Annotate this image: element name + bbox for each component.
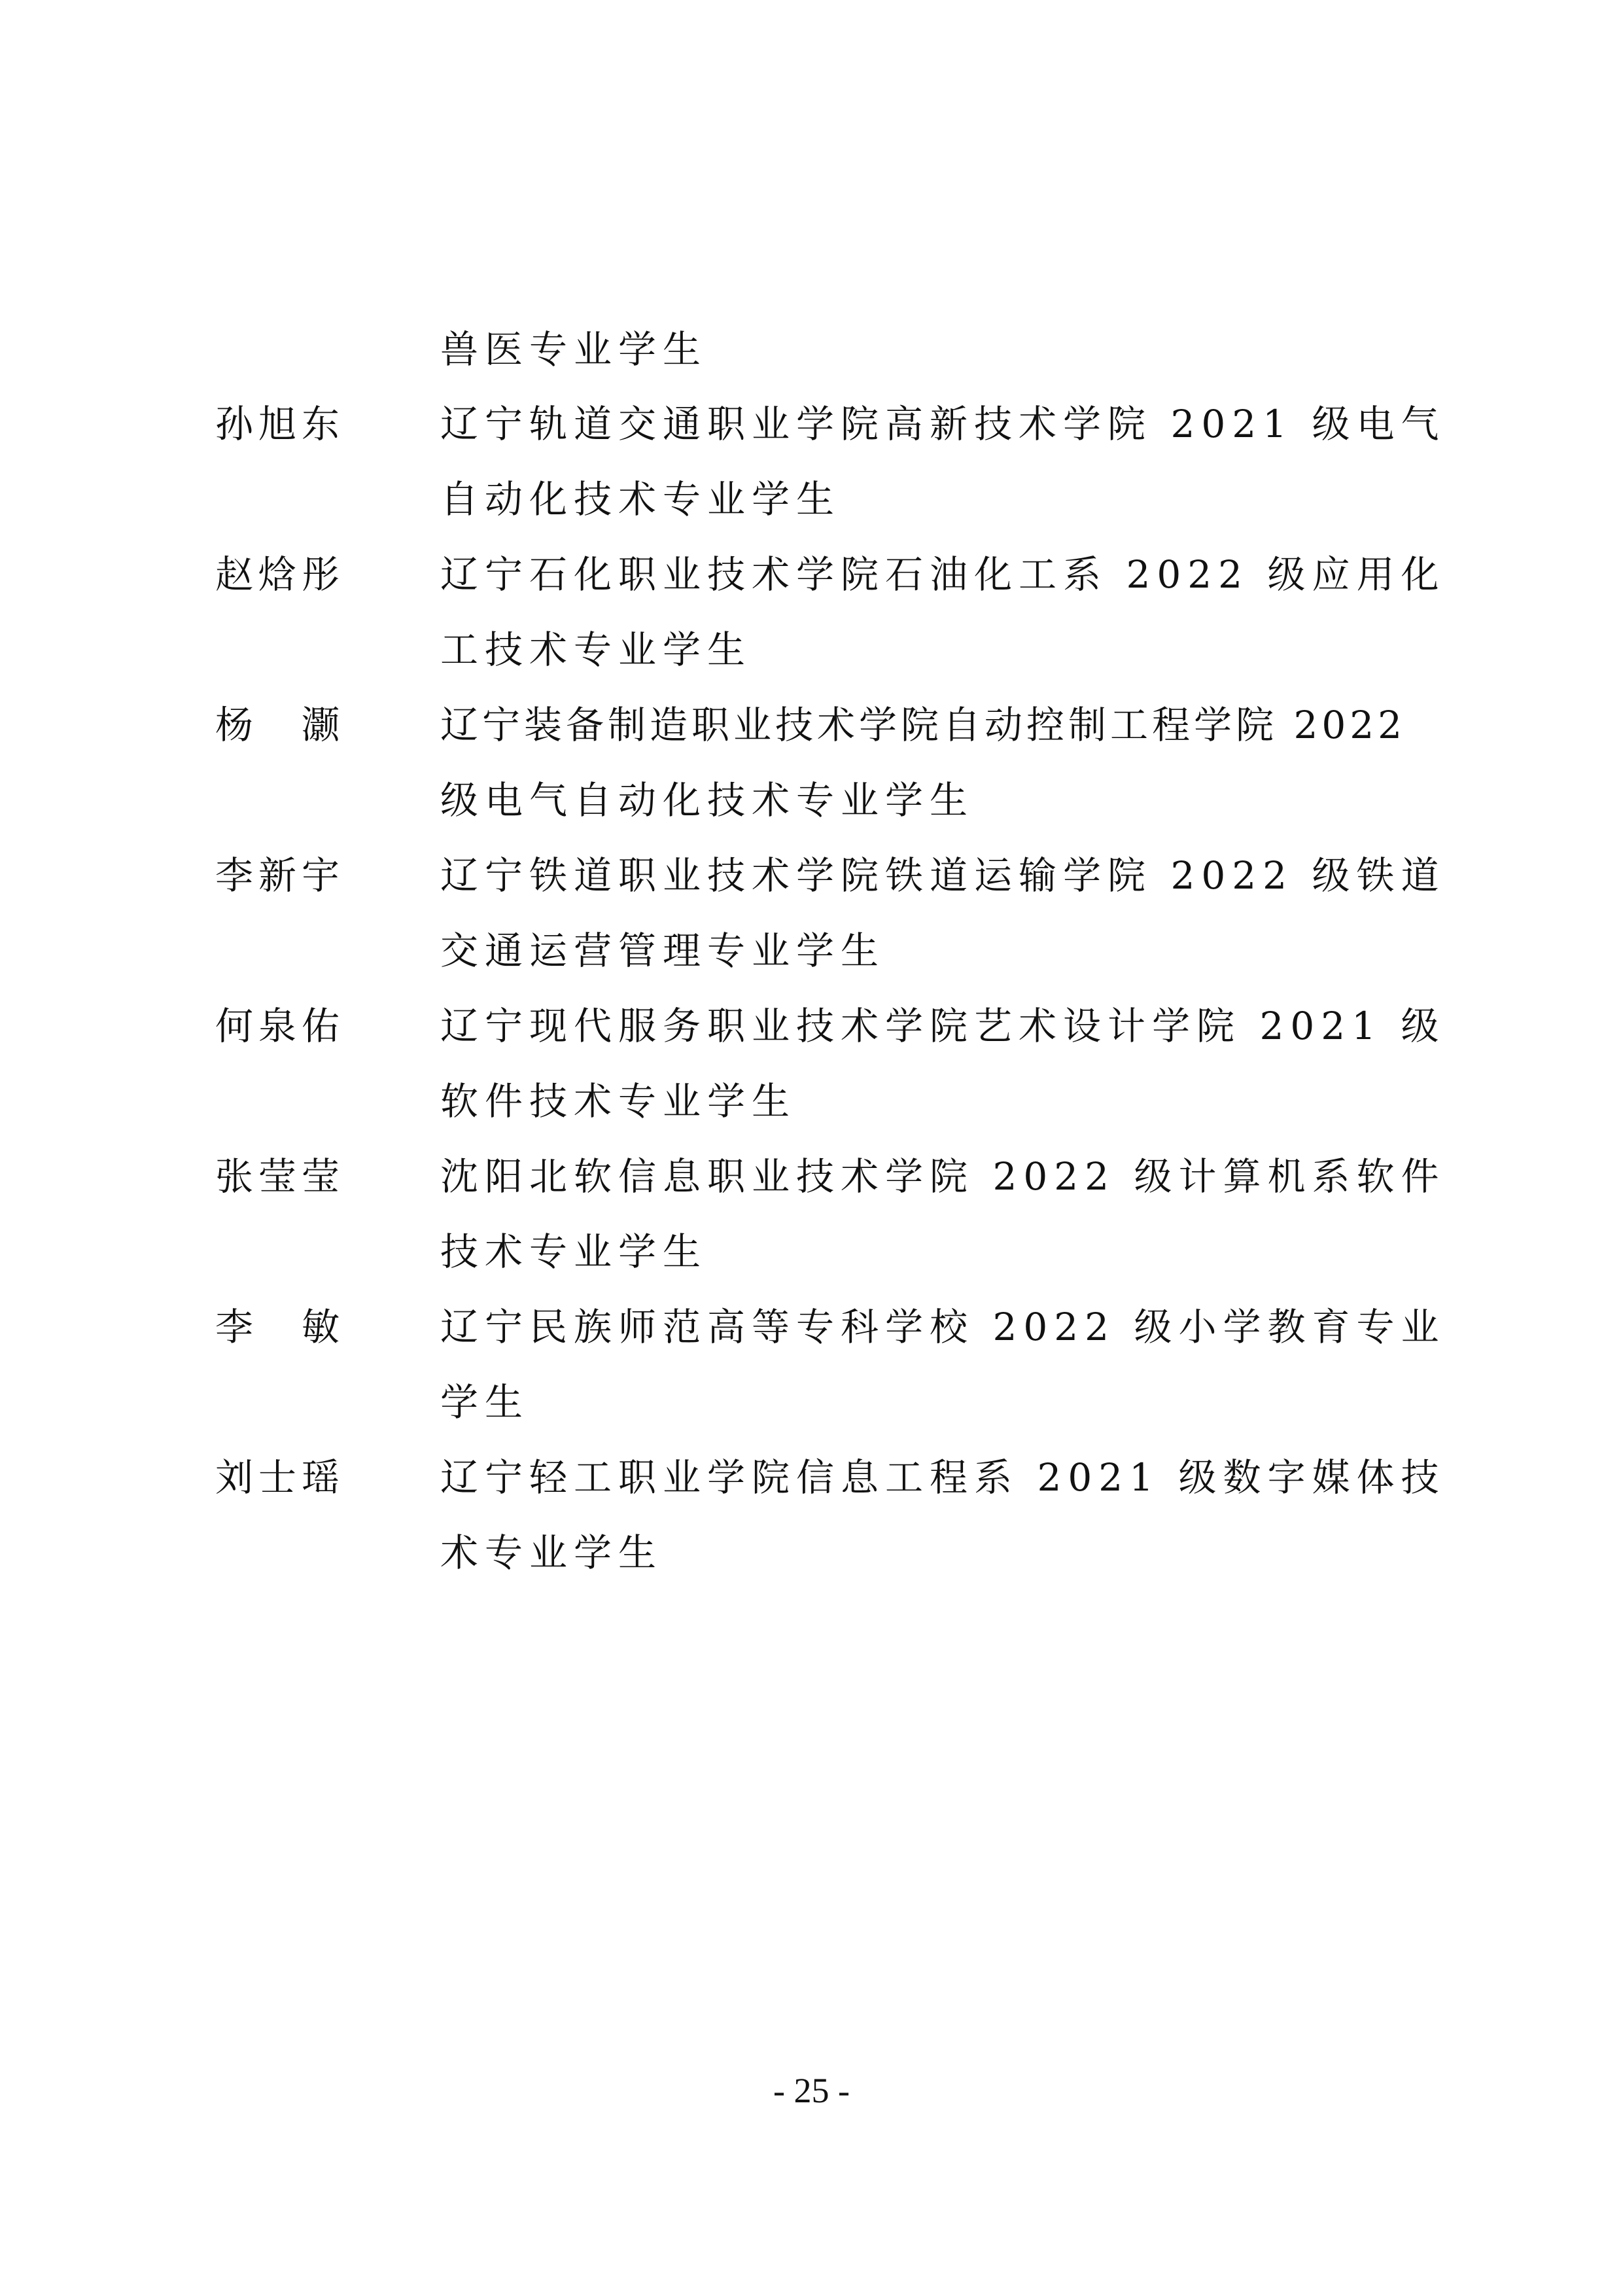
entry-4-line-1: 辽宁铁道职业技术学院铁道运输学院 2022 级铁道 (440, 853, 1446, 898)
entry-8-name-char-3: 瑶 (301, 1455, 340, 1500)
entry-3-line-2: 级电气自动化技术专业学生 (440, 778, 975, 822)
entry-7-line-1: 辽宁民族师范高等专科学校 2022 级小学教育专业 (440, 1305, 1446, 1349)
entry-2-line-2: 工技术专业学生 (440, 627, 752, 672)
entry-7-name-char-1: 李 (215, 1305, 253, 1349)
entry-4-name-char-3: 宇 (301, 853, 340, 898)
entry-8-name-char-1: 刘 (215, 1455, 253, 1500)
entry-2-name-char-2: 焓 (258, 552, 296, 597)
entry-6-name-char-2: 莹 (258, 1154, 296, 1199)
entry-5-name (213, 1000, 342, 1052)
entry-7-name-char-2: 敏 (301, 1305, 340, 1349)
entry-0-line-1: 兽医专业学生 (440, 327, 708, 372)
entry-4-name (213, 849, 342, 902)
entry-5-name-char-3: 佑 (301, 1004, 340, 1048)
entry-5-line-2: 软件技术专业学生 (440, 1079, 797, 1123)
entry-6-name-char-1: 张 (215, 1154, 253, 1199)
entry-8-name (213, 1451, 342, 1504)
entry-1-name-char-2: 旭 (258, 402, 296, 446)
entry-4-name-char-2: 新 (258, 853, 296, 898)
entry-5-line-1: 辽宁现代服务职业技术学院艺术设计学院 2021 级 (440, 1004, 1446, 1048)
entry-2-name-char-3: 彤 (301, 552, 340, 597)
entry-2-line-1: 辽宁石化职业技术学院石油化工系 2022 级应用化 (440, 552, 1446, 597)
entry-7-name (213, 1301, 342, 1353)
entry-6-line-2: 技术专业学生 (440, 1229, 708, 1274)
entry-4-line-2: 交通运营管理专业学生 (440, 928, 886, 973)
entry-2-name-char-1: 赵 (215, 552, 253, 597)
entry-5-name-char-1: 何 (215, 1004, 253, 1048)
entry-3-name (213, 699, 342, 751)
entry-8-line-1: 辽宁轻工职业学院信息工程系 2021 级数字媒体技 (440, 1455, 1446, 1500)
entry-6-line-1: 沈阳北软信息职业技术学院 2022 级计算机系软件 (440, 1154, 1446, 1199)
entry-1-name-char-1: 孙 (215, 402, 253, 446)
entry-1-line-1: 辽宁轨道交通职业学院高新技术学院 2021 级电气 (440, 402, 1446, 446)
entry-1-name-char-3: 东 (301, 402, 340, 446)
entry-6-name (213, 1150, 342, 1203)
entry-1-name (213, 398, 342, 450)
entry-3-line-1: 辽宁装备制造职业技术学院自动控制工程学院 2022 (440, 703, 1406, 747)
page-number: - 25 - (773, 2071, 850, 2110)
entry-3-name-char-1: 杨 (215, 703, 253, 747)
entry-6-name-char-3: 莹 (301, 1154, 340, 1199)
entry-1-line-2: 自动化技术专业学生 (440, 477, 841, 521)
entry-3-name-char-2: 灏 (301, 703, 340, 747)
entry-5-name-char-2: 泉 (258, 1004, 296, 1048)
entry-7-line-2: 学生 (440, 1380, 530, 1424)
entry-2-name (213, 548, 342, 601)
entry-8-name-char-2: 士 (258, 1455, 296, 1500)
entry-4-name-char-1: 李 (215, 853, 253, 898)
entry-8-line-2: 术专业学生 (440, 1530, 663, 1575)
